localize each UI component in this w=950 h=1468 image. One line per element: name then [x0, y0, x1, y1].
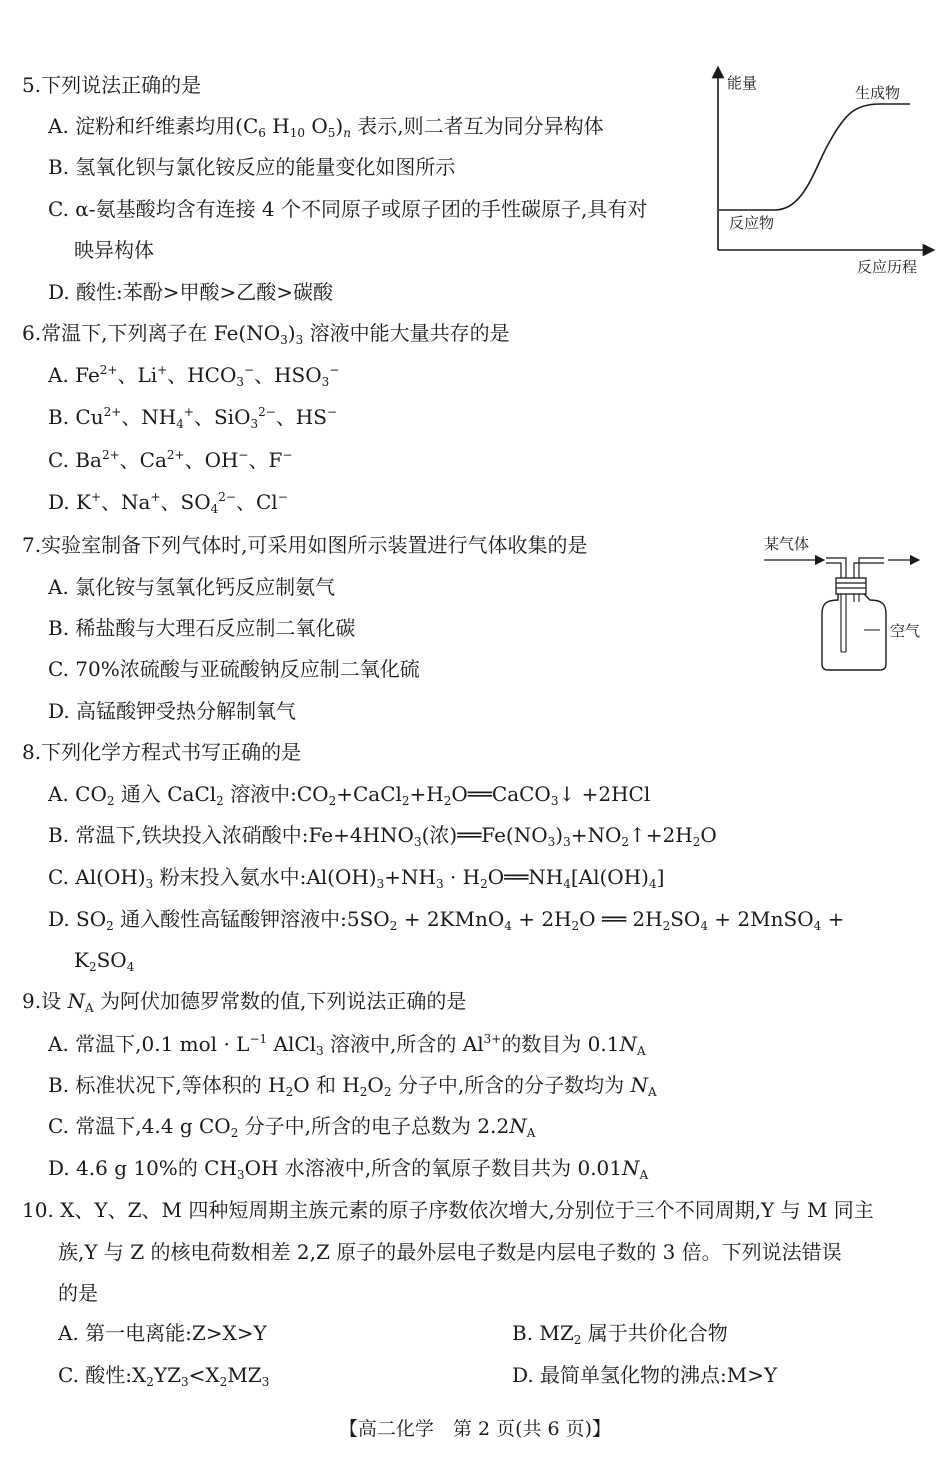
inlet-tube [826, 558, 846, 578]
q9-option-b: B. 标准状况下,等体积的 $H_2O$ 和 $H_2O_2$ 分子中,所含的分子数均为 $N_A$ [48, 1073, 657, 1099]
energy-diagram [705, 66, 940, 278]
q9-option-d: D. 4.6 g 10%的 $CH_3OH$ 水溶液中,所含的氧原子数目共为 $0.01N_A$ [48, 1156, 649, 1182]
q5-option-c-cont: 映异构体 [74, 238, 154, 262]
reactant-label: 反应物 [729, 214, 775, 232]
q10-option-d: D. 最简单氢化物的沸点:M>Y [512, 1363, 778, 1387]
q10-stem-line1: 10. X、Y、Z、M 四种短周期主族元素的原子序数依次增大,分别位于三个不同周期,Y 与 M 同主 [22, 1198, 874, 1222]
q9-stem: 9.设 $N_A$ 为阿伏加德罗常数的值,下列说法正确的是 [22, 989, 467, 1015]
gas-bottle-diagram [760, 530, 940, 675]
q7-option-a: A. 氯化铵与氢氧化钙反应制氨气 [48, 575, 336, 599]
q6-stem: 6.常温下,下列离子在 $Fe(NO_3)_3$ 溶液中能大量共存的是 [22, 321, 510, 347]
product-label: 生成物 [855, 84, 901, 102]
page-footer: 【高二化学 第 2 页(共 6 页)】 [338, 1418, 612, 1440]
q5-option-a: A. 淀粉和纤维素均用($C_6$ $H_{10}$ $O_5)_n$ 表示,则二者互为同分异构体 [48, 114, 604, 140]
q8-option-a: A. $CO_2$ 通入 CaCl$_2$ 溶液中$:CO_2+CaCl_2+H_2O══CaCO_3↓ +2HCl$ [48, 782, 651, 808]
q10-option-c: C. 酸性$:X_2YZ_3<X_2MZ_3$ [58, 1363, 270, 1389]
q7-option-d: D. 高锰酸钾受热分解制氧气 [48, 699, 297, 723]
stopper [836, 578, 866, 594]
energy-curve [719, 104, 910, 210]
q8-stem: 8.下列化学方程式书写正确的是 [22, 740, 302, 764]
q8-option-d-cont: $K_2SO_4$ [74, 948, 135, 974]
x-axis-label: 反应历程 [857, 258, 918, 276]
q10-stem-line2: 族,Y 与 Z 的核电荷数相差 2,Z 原子的最外层电子数是内层电子数的 3 倍。下列说法错误 [58, 1240, 842, 1264]
q6-option-c: C. $Ba^{2+}$、$Ca^{2+}$、OH−、F− [48, 448, 293, 472]
gas-label: 某气体 [764, 535, 810, 553]
q5-option-d: D. 酸性:苯酚>甲酸>乙酸>碳酸 [48, 280, 334, 304]
q10-option-a: A. 第一电离能:Z>X>Y [58, 1321, 267, 1345]
q6-option-d: D. K+、Na+、$SO_4^{2-}$、Cl− [48, 490, 288, 516]
short-tube-inside [854, 594, 859, 602]
q8-option-c: C. $Al(OH)_3$ 粉末投入氨水中$:Al(OH)_3+NH_3$ · $H_2O══NH_4[Al(OH)_4]$ [48, 865, 665, 891]
q6-option-b: B. $Cu^{2+}$、$NH_4^+$、SiO$_3^{2-}$、HS− [48, 405, 338, 431]
q9-option-c: C. 常温下,4.4 g $CO_2$ 分子中,所含的电子总数为 $2.2N_A$ [48, 1114, 536, 1140]
q5-option-b: B. 氢氧化钡与氯化铵反应的能量变化如图所示 [48, 155, 456, 179]
air-label: 空气 [890, 622, 921, 640]
q10-stem-line3: 的是 [58, 1281, 98, 1305]
q7-option-b: B. 稀盐酸与大理石反应制二氧化碳 [48, 616, 356, 640]
q10-option-b: B. $MZ_2$ 属于共价化合物 [512, 1321, 728, 1347]
q9-option-a: A. 常温下,0.1 mol · $L^{-1}$ AlCl$_3$ 溶液中,所含的 $Al^{3+}$的数目为 $0.1N_A$ [48, 1032, 646, 1058]
bottle [822, 594, 886, 670]
q6-option-a: A. $Fe^{2+}$、Li+、$HCO_3^-$、$HSO_3^-$ [48, 363, 340, 389]
q7-stem: 7.实验室制备下列气体时,可采用如图所示装置进行气体收集的是 [22, 533, 588, 557]
q8-option-d: D. $SO_2$ 通入酸性高锰酸钾溶液中$:5SO_2$ + 2KMnO$_4$ + $2H_2O$ ══ $2H_2SO_4$ + 2MnSO$_4$ + [48, 907, 845, 933]
long-tube-inside [841, 594, 846, 652]
q5-stem: 5.下列说法正确的是 [22, 73, 202, 97]
outlet-tube [854, 558, 884, 578]
q7-option-c: C. 70%浓硫酸与亚硫酸钠反应制二氧化硫 [48, 657, 420, 681]
q5-option-c: C. α-氨基酸均含有连接 4 个不同原子或原子团的手性碳原子,具有对 [48, 197, 648, 221]
y-axis-label: 能量 [727, 74, 758, 92]
q8-option-b: B. 常温下,铁块投入浓硝酸中$:Fe+4HNO_3$(浓)$══Fe(NO_3)_3+NO_2↑+2H_2O$ [48, 823, 717, 849]
